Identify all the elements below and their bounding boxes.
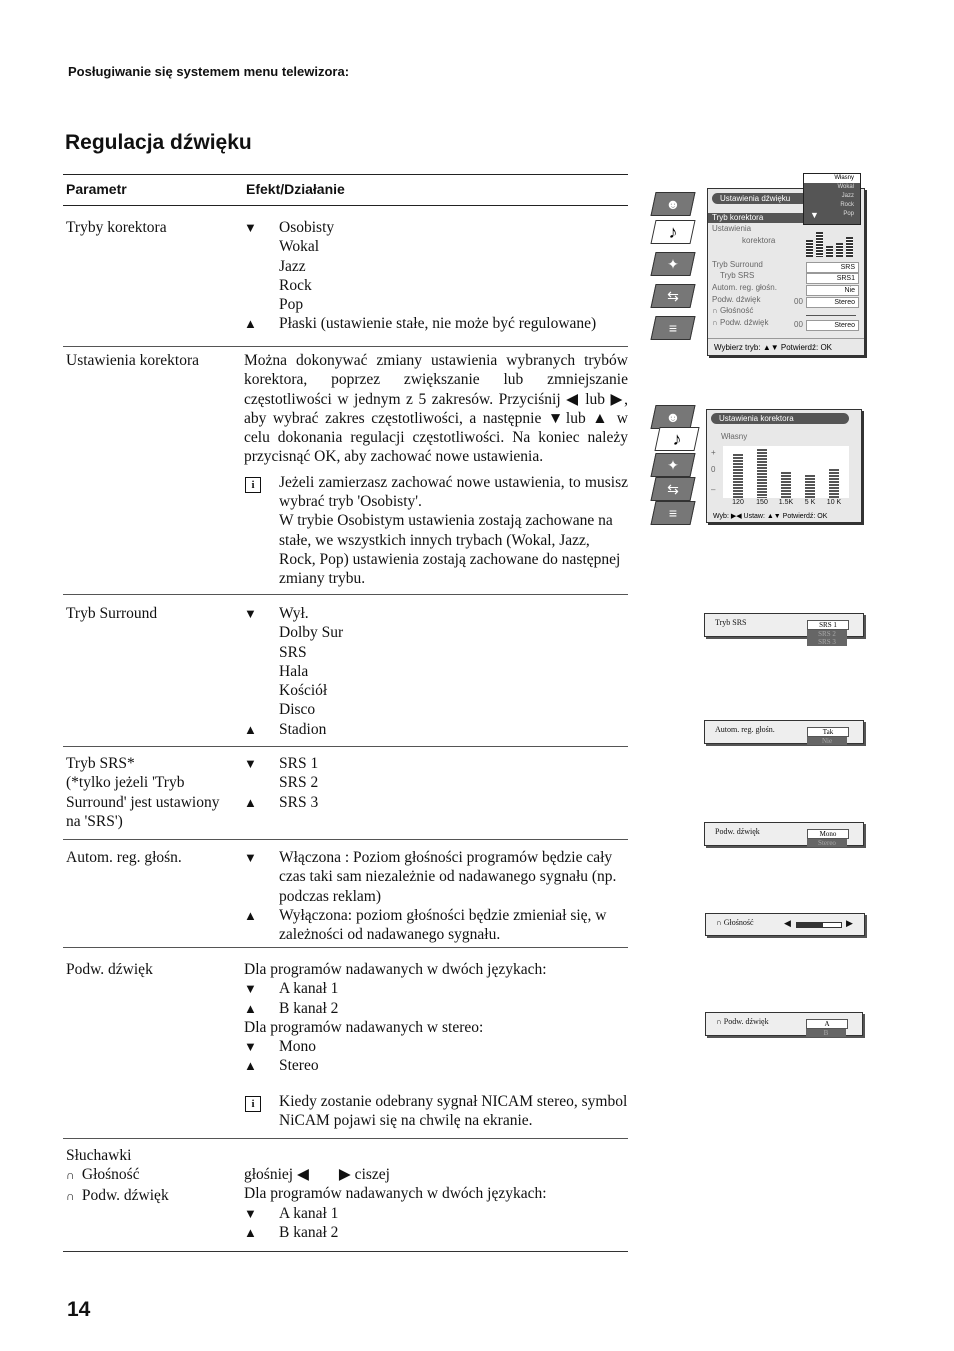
option-text: A kanał 1 <box>279 980 339 998</box>
note-text: Kiedy zostanie odebrany sygnał NICAM stereo, symbol NiCAM pojawi się na chwilę na ekranie. <box>279 1092 628 1130</box>
option-text: Stadion <box>279 720 327 738</box>
option-stereo[interactable]: Stereo <box>807 839 847 847</box>
effect-cell <box>244 1165 628 1242</box>
menu-item[interactable]: Ustawienia <box>712 224 752 233</box>
param-label: Ustawienia korektora <box>66 352 199 369</box>
param-line: Tryb SRS* <box>66 755 135 772</box>
option-yes[interactable]: Tak <box>807 727 849 737</box>
up-arrow-icon: ▲ <box>244 907 257 923</box>
page-title: Regulacja dźwięku <box>65 131 252 154</box>
param-label: Tryby korektora <box>66 219 167 236</box>
option-no[interactable]: Nie <box>807 737 847 745</box>
eq-bar[interactable] <box>753 446 771 498</box>
option-text: Wyłączona: poziom głośności będzie zmieniał się, w zależności od nadawanego sygnału. <box>279 906 607 944</box>
option-line <box>244 793 628 812</box>
eq-frequency-label: 120 <box>732 499 744 506</box>
menu-item[interactable]: korektora <box>742 236 776 245</box>
option-line <box>244 662 628 681</box>
menu-title: Ustawienia dźwięku <box>712 193 808 204</box>
volume-slider[interactable] <box>806 310 856 316</box>
eq-mini-bars <box>806 227 856 257</box>
popup-label: Tryb SRS <box>715 618 747 627</box>
option-a[interactable]: A <box>806 1019 848 1029</box>
eq-bars[interactable] <box>723 446 849 498</box>
option-line <box>244 257 628 276</box>
eq-frequency-label: 5 K <box>804 499 816 506</box>
option-text: Stereo <box>279 1057 319 1075</box>
dual-sound-popup[interactable] <box>704 822 864 846</box>
eq-panel <box>706 409 862 523</box>
param-line: (*tylko jeżeli 'Tryb <box>66 774 185 792</box>
headphones-icon: ∩ <box>66 1168 75 1183</box>
option-text: Wył. <box>279 605 309 622</box>
sound-tab-icon: ♪ <box>654 427 699 451</box>
table-row <box>63 839 628 948</box>
option-mono[interactable]: Mono <box>807 829 849 839</box>
volume-line: głośniej ◀ ▶ ciszej <box>244 1166 390 1183</box>
up-arrow-icon: ▲ <box>244 1000 257 1016</box>
note-block <box>244 473 628 589</box>
popup-label: ∩ Głośność <box>716 918 754 927</box>
scale-plus: + <box>711 448 716 457</box>
down-arrow-icon: ▼ <box>244 1205 257 1221</box>
effect-text: Można dokonywać zmiany ustawienia wybranych trybów korektora, poprzez zwiększanie lub zmniejszanie częstotliwości w jednym z 5 zakresów. Przyciśnij ◀ lub ▶, aby wybrać zakres częstotliwości, a następnie ▼lub ▲ w celu dokonania regulacji częstotliwości. Na koniec należy przycisnąć OK, aby zachować nowe ustawienia. <box>244 352 628 466</box>
menu-item[interactable]: Tryb Surround <box>712 260 763 269</box>
up-arrow-icon: ▲ <box>244 316 257 332</box>
option-line <box>244 604 628 623</box>
option-text: SRS 3 <box>279 793 319 811</box>
down-arrow-icon: ▼ <box>244 756 257 771</box>
headphones-icon: ∩ <box>66 1188 75 1203</box>
headphone-dual-popup[interactable] <box>705 1012 863 1036</box>
option-text: Jazz <box>279 257 306 275</box>
preset-tab-icon: ≡ <box>650 316 695 340</box>
param-label <box>66 754 246 831</box>
eq-footer: Wyb: ▶◀ Ustaw: ▲▼ Potwierdź: OK <box>713 513 828 520</box>
option-srs1[interactable]: SRS 1 <box>807 620 849 630</box>
eq-bar[interactable] <box>825 446 843 498</box>
popup-label: ∩ Podw. dźwięk <box>716 1017 769 1026</box>
setup-tab-icon: ⇆ <box>650 284 695 308</box>
dropdown-option[interactable]: Pop <box>843 211 854 217</box>
page-number: 14 <box>67 1298 91 1321</box>
option-line <box>244 295 628 314</box>
effect-cell <box>244 848 628 944</box>
option-srs3[interactable]: SRS 3 <box>807 638 847 646</box>
option-text: Hala <box>279 662 309 680</box>
option-text: Osobisty <box>279 219 335 236</box>
table-top-rule <box>63 174 628 175</box>
eq-title: Ustawienia korektora <box>711 413 849 424</box>
param-label: Autom. reg. głośn. <box>66 849 182 866</box>
option-text: B kanał 2 <box>279 999 339 1017</box>
stereo-heading: Dla programów nadawanych w stereo: <box>244 1018 484 1036</box>
eq-mode-dropdown[interactable] <box>803 173 861 225</box>
option-text: Pop <box>279 296 304 314</box>
eq-frequency-label: 1.5K <box>778 499 794 506</box>
option-text: SRS <box>279 643 307 661</box>
menu-item[interactable]: ∩ Głośność <box>712 306 754 315</box>
eq-bar[interactable] <box>777 446 795 498</box>
value-hp-dual: Stereo <box>806 320 859 331</box>
dropdown-option[interactable]: Rock <box>840 202 854 208</box>
popup-label: Autom. reg. głośn. <box>715 725 775 734</box>
option-text: Rock <box>279 276 312 294</box>
eq-mini-bar <box>806 240 813 257</box>
up-arrow-icon: ▲ <box>244 1224 257 1240</box>
dropdown-option[interactable]: Wokal <box>837 184 854 190</box>
option-line <box>244 218 628 237</box>
option-line <box>244 643 628 662</box>
srs-mode-popup[interactable] <box>704 613 864 646</box>
table-row <box>63 594 628 747</box>
menu-item[interactable]: ∩ Podw. dźwięk <box>712 318 769 327</box>
popup-label: Podw. dźwięk <box>715 827 760 836</box>
menu-item[interactable]: Autom. reg. głośn. <box>712 283 777 292</box>
up-arrow-icon: ▲ <box>244 1058 257 1074</box>
scale-minus: – <box>711 485 716 494</box>
param-line: Surround' jest ustawiony <box>66 793 220 811</box>
features-tab-icon: ✦ <box>650 252 695 276</box>
value-surround: SRS <box>806 262 859 273</box>
note-block <box>244 1092 628 1131</box>
eq-bar[interactable] <box>801 446 819 498</box>
param-line: na 'SRS') <box>66 812 123 830</box>
param-line: Słuchawki <box>66 1147 132 1164</box>
option-text: A kanał 1 <box>279 1204 339 1222</box>
column-header-effect: Efekt/Działanie <box>246 181 345 197</box>
param-line: ∩ Głośność <box>66 1165 246 1185</box>
value-zero: 00 <box>794 320 803 329</box>
up-arrow-icon: ▲ <box>244 794 257 810</box>
option-text: Mono <box>279 1038 317 1056</box>
option-line <box>244 1056 628 1075</box>
dropdown-option[interactable]: Własny <box>804 174 860 183</box>
scale-zero: 0 <box>711 465 716 474</box>
option-line <box>244 1037 628 1056</box>
features-tab-icon: ✦ <box>650 453 695 477</box>
section-header: Posługiwanie się systemem menu telewizora: <box>68 64 350 79</box>
menu-item[interactable]: Podw. dźwięk <box>712 295 761 304</box>
dropdown-arrow-icon: ▼ <box>810 210 819 220</box>
eq-mini-bar <box>826 246 833 257</box>
up-arrow-icon: ▲ <box>244 721 257 737</box>
column-header-param: Parametr <box>66 181 127 197</box>
option-line <box>244 720 628 739</box>
dropdown-option[interactable]: Jazz <box>841 193 854 199</box>
picture-tab-icon: ☻ <box>650 192 695 216</box>
value-srs: SRS1 <box>806 273 859 284</box>
option-text: Włączona : Poziom głośności programów będzie cały czas taki sam niezależnie od nadawanego sygnału (np. podczas reklam) <box>279 849 617 905</box>
picture-tab-icon: ☻ <box>650 405 695 429</box>
eq-frequency-label: 10 K <box>826 499 842 506</box>
table-row <box>63 206 628 346</box>
option-srs2[interactable]: SRS 2 <box>807 630 847 638</box>
effect-cell <box>244 754 628 812</box>
value-dual: Stereo <box>806 297 859 308</box>
option-line <box>244 773 628 792</box>
down-arrow-icon: ▼ <box>244 1039 257 1055</box>
table-row <box>63 346 628 595</box>
info-icon: i <box>245 477 261 493</box>
option-text: Płaski (ustawienie stałe, nie może być regulowane) <box>279 315 597 333</box>
screen-sound-settings <box>645 170 867 360</box>
eq-mode: Własny <box>721 432 748 441</box>
option-line <box>244 906 628 945</box>
eq-mini-bar <box>846 237 853 257</box>
avl-popup[interactable] <box>704 720 864 744</box>
down-arrow-icon: ▼ <box>244 220 257 235</box>
bilingual-heading: Dla programów nadawanych w dwóch językach: <box>244 961 547 978</box>
option-text: Disco <box>279 701 316 719</box>
note-text: Jeżeli zamierzasz zachować nowe ustawienia, to musisz wybrać tryb 'Osobisty'. <box>279 473 628 511</box>
param-label <box>66 1146 246 1206</box>
value-avl: Nie <box>806 285 859 296</box>
option-line <box>244 276 628 295</box>
setup-tab-icon: ⇆ <box>650 477 695 501</box>
option-line <box>244 700 628 719</box>
note-text-2: W trybie Osobistym ustawienia zostają zachowane na stałe, we wszystkich innych trybach (Wokal, Jazz, Rock, Pop) ustawienia zostają zachowane do następnej zmiany trybu. <box>279 512 621 588</box>
option-line <box>244 979 628 998</box>
option-text: B kanał 2 <box>279 1223 339 1241</box>
table-row <box>63 1138 628 1252</box>
param-label: Tryb Surround <box>66 605 158 622</box>
menu-item-eq-mode[interactable]: Tryb korektora <box>712 213 764 222</box>
effect-cell <box>244 604 628 739</box>
option-b[interactable]: B <box>806 1029 846 1037</box>
eq-mini-bar <box>816 232 823 257</box>
down-arrow-icon: ▼ <box>244 981 257 997</box>
option-text: Wokal <box>279 238 320 256</box>
option-line <box>244 1223 628 1242</box>
preset-tab-icon: ≡ <box>650 501 695 525</box>
menu-footer: Wybierz tryb: ▲▼ Potwierdź: OK <box>714 343 833 352</box>
down-arrow-icon: ▼ <box>244 850 257 865</box>
menu-item[interactable]: Tryb SRS <box>720 271 755 280</box>
table-row <box>63 746 628 840</box>
headphone-volume-popup[interactable] <box>705 913 865 936</box>
eq-frequency-label: 150 <box>756 499 768 506</box>
bilingual-heading: Dla programów nadawanych w dwóch językach: <box>244 1185 547 1203</box>
option-text: SRS 2 <box>279 774 319 792</box>
right-arrow-icon[interactable]: ▶ <box>846 918 853 928</box>
option-line <box>244 848 628 906</box>
option-line <box>244 623 628 642</box>
option-line <box>244 754 628 773</box>
left-arrow-icon[interactable]: ◀ <box>784 918 791 928</box>
option-line <box>244 681 628 700</box>
effect-cell <box>244 351 628 589</box>
screen-equalizer <box>645 403 867 525</box>
value-zero: 00 <box>794 297 803 306</box>
eq-frequencies <box>723 498 849 508</box>
option-text: Kościół <box>279 682 328 700</box>
effect-cell <box>244 960 628 1130</box>
eq-mini-bar <box>836 243 843 257</box>
param-line: ∩ Podw. dźwięk <box>66 1186 246 1206</box>
volume-bar[interactable] <box>796 922 842 928</box>
option-text: SRS 1 <box>279 755 319 772</box>
eq-bar[interactable] <box>729 446 747 498</box>
option-line <box>244 1204 628 1223</box>
info-icon: i <box>245 1096 261 1112</box>
table-row <box>63 947 628 1139</box>
option-text: Dolby Sur <box>279 624 344 642</box>
option-line <box>244 999 628 1018</box>
sound-tab-icon: ♪ <box>650 220 695 244</box>
option-line <box>244 314 628 333</box>
down-arrow-icon: ▼ <box>244 606 257 621</box>
param-label: Podw. dźwięk <box>66 961 153 978</box>
effect-cell <box>244 218 628 334</box>
option-line <box>244 237 628 256</box>
